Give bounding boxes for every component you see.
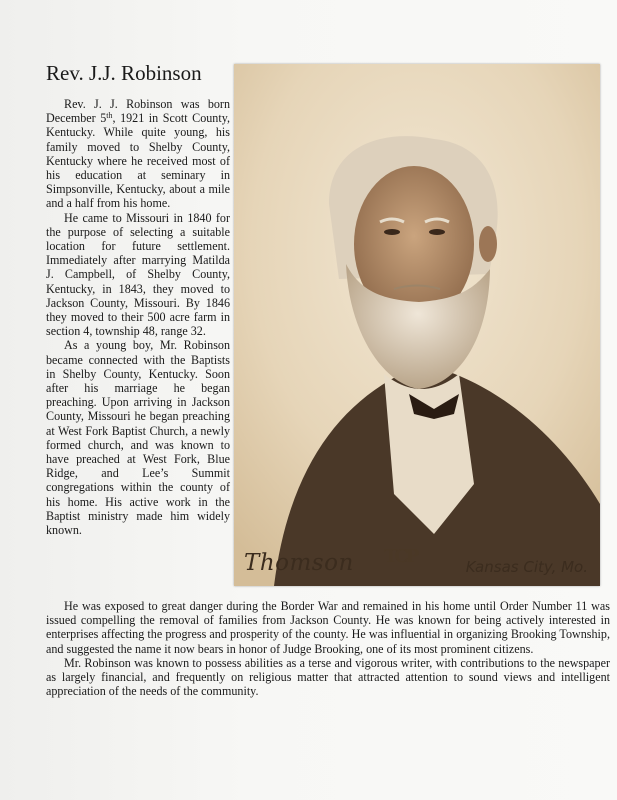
ordinal-suffix: th bbox=[106, 111, 113, 121]
portrait-illustration bbox=[234, 64, 600, 586]
studio-city: Kansas City, Mo. bbox=[465, 558, 588, 576]
left-text-column bbox=[46, 97, 230, 537]
paragraph-ministry: As a young boy, Mr. Robinson became connected with the Baptists in Shelby County, Kentucky. Soon after his marriage he began preaching. Upon arriving in Jackson County, Missouri he began preaching at West Fork Baptist Church, a newly formed church, and was known to have preached at West Fork, Blue Ridge, and Lee’s Summit congregations within the county of his home. His active work in the Baptist ministry made him widely known. bbox=[46, 338, 230, 538]
full-width-text bbox=[46, 599, 610, 698]
photographer-signature: Thomson bbox=[244, 550, 354, 576]
portrait-photo bbox=[234, 64, 600, 586]
paragraph-birth bbox=[46, 97, 230, 211]
paragraph-missouri: He came to Missouri in 1840 for the purpose of selecting a suitable location for future settlement. Immediately after marrying Matilda J. Campbell, of Shelby County, Kentucky, in 1843, they moved to Jackson County, Missouri. By 1846 they moved to their 500 acre farm in section 4, township 48, range 32. bbox=[46, 210, 230, 339]
paragraph-writer: Mr. Robinson was known to possess abilities as a terse and vigorous writer, with contributions to the newspaper as largely financial, and frequently on religious matter that attracted attention to sound views and intelligent appreciation of the needs of the community. bbox=[46, 655, 610, 699]
paragraph-birth-text-b: , 1921 in Scott County, Kentucky. While quite young, his family moved to Shelby County, Kentucky where he received most of his education at seminary in Simpsonville, Kentucky, about a mile and a half from his home. bbox=[46, 111, 230, 211]
paragraph-border-war: He was exposed to great danger during the Border War and remained in his home until Order Number 11 was issued compelling the removal of families from Jackson County. He was known for being actively interested in enterprises affecting the progress and prosperity of the county. He was influential in organizing Brooking Township, and suggested the name it now bears in honor of Judge Brooking, one of its most prominent citizens. bbox=[46, 599, 610, 656]
paragraph-birth-text-a: Rev. J. J. Robinson was born December 5 bbox=[46, 97, 230, 126]
page-title: Rev. J.J. Robinson bbox=[46, 61, 202, 85]
studio-monogram: TCP bbox=[384, 546, 417, 567]
